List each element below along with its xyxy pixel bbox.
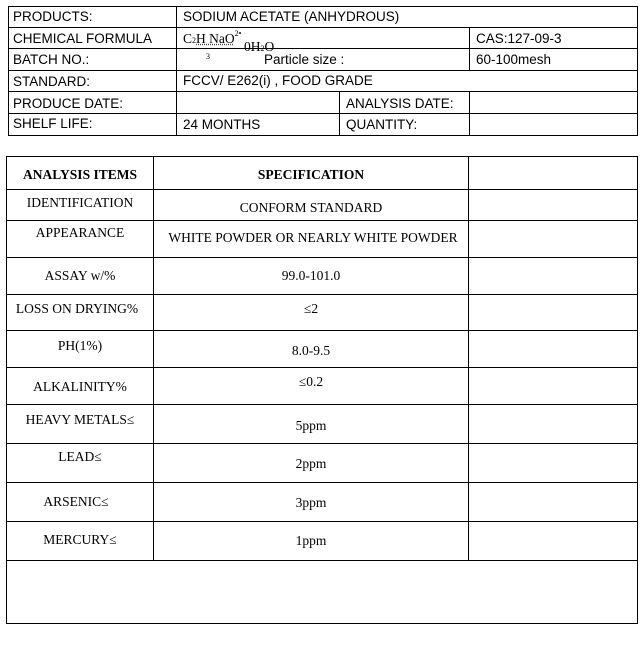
batch-no-label: BATCH NO.: — [13, 52, 90, 67]
table-row-spec: ≤2 — [303, 301, 319, 316]
table-row-spec: WHITE POWDER OR NEARLY WHITE POWDER — [168, 230, 458, 245]
table-row-item: ALKALINITY% — [33, 379, 127, 394]
table-row-spec: 1ppm — [295, 533, 327, 548]
table-row-spec: 99.0-101.0 — [281, 268, 341, 283]
produce-date-label: PRODUCE DATE: — [13, 96, 124, 111]
products-label: PRODUCTS: — [13, 9, 93, 24]
table-row-spec: 8.0-9.5 — [291, 343, 331, 358]
chemical-formula-value: C2H NaO$^{2•}$ — [183, 29, 242, 46]
cas-number: CAS:127-09-3 — [476, 31, 562, 46]
table-row-spec: 2ppm — [295, 456, 327, 471]
table-row-item: ARSENIC≤ — [43, 494, 109, 509]
chemical-formula-label: CHEMICAL FORMULA — [13, 31, 153, 46]
quantity-label: QUANTITY: — [346, 117, 418, 132]
formula-water: 0H2O — [244, 39, 275, 54]
formula-subscript: 3 — [206, 52, 210, 61]
standard-value: FCCV/ E262(i) , FOOD GRADE — [183, 73, 373, 88]
analysis-date-label: ANALYSIS DATE: — [346, 96, 454, 111]
particle-size-label: Particle size : — [264, 52, 345, 67]
products-value: SODIUM ACETATE (ANHYDROUS) — [183, 9, 400, 24]
shelf-life-label: SHELF LIFE: — [13, 116, 93, 131]
table-row-spec: 3ppm — [295, 495, 327, 510]
table-row-item: ASSAY w/% — [44, 268, 116, 283]
table-row-item: HEAVY METALS≤ — [25, 412, 135, 427]
table-row-spec: ≤0.2 — [298, 374, 324, 389]
table-row-item: LEAD≤ — [58, 449, 102, 464]
table-row-item: APPEARANCE — [35, 225, 125, 240]
table-row-item: LOSS ON DRYING% — [15, 301, 139, 316]
col-specification: SPECIFICATION — [257, 167, 365, 182]
table-row-spec: 5ppm — [295, 418, 327, 433]
shelf-life-value: 24 MONTHS — [183, 117, 261, 132]
table-row-item: IDENTIFICATION — [26, 195, 134, 210]
particle-size-value: 60-100mesh — [476, 52, 552, 67]
table-row-spec: CONFORM STANDARD — [239, 200, 383, 215]
table-row-item: PH(1%) — [57, 338, 103, 353]
standard-label: STANDARD: — [13, 74, 91, 89]
table-row-item: MERCURY≤ — [43, 532, 117, 547]
col-analysis-items: ANALYSIS ITEMS — [23, 167, 137, 182]
